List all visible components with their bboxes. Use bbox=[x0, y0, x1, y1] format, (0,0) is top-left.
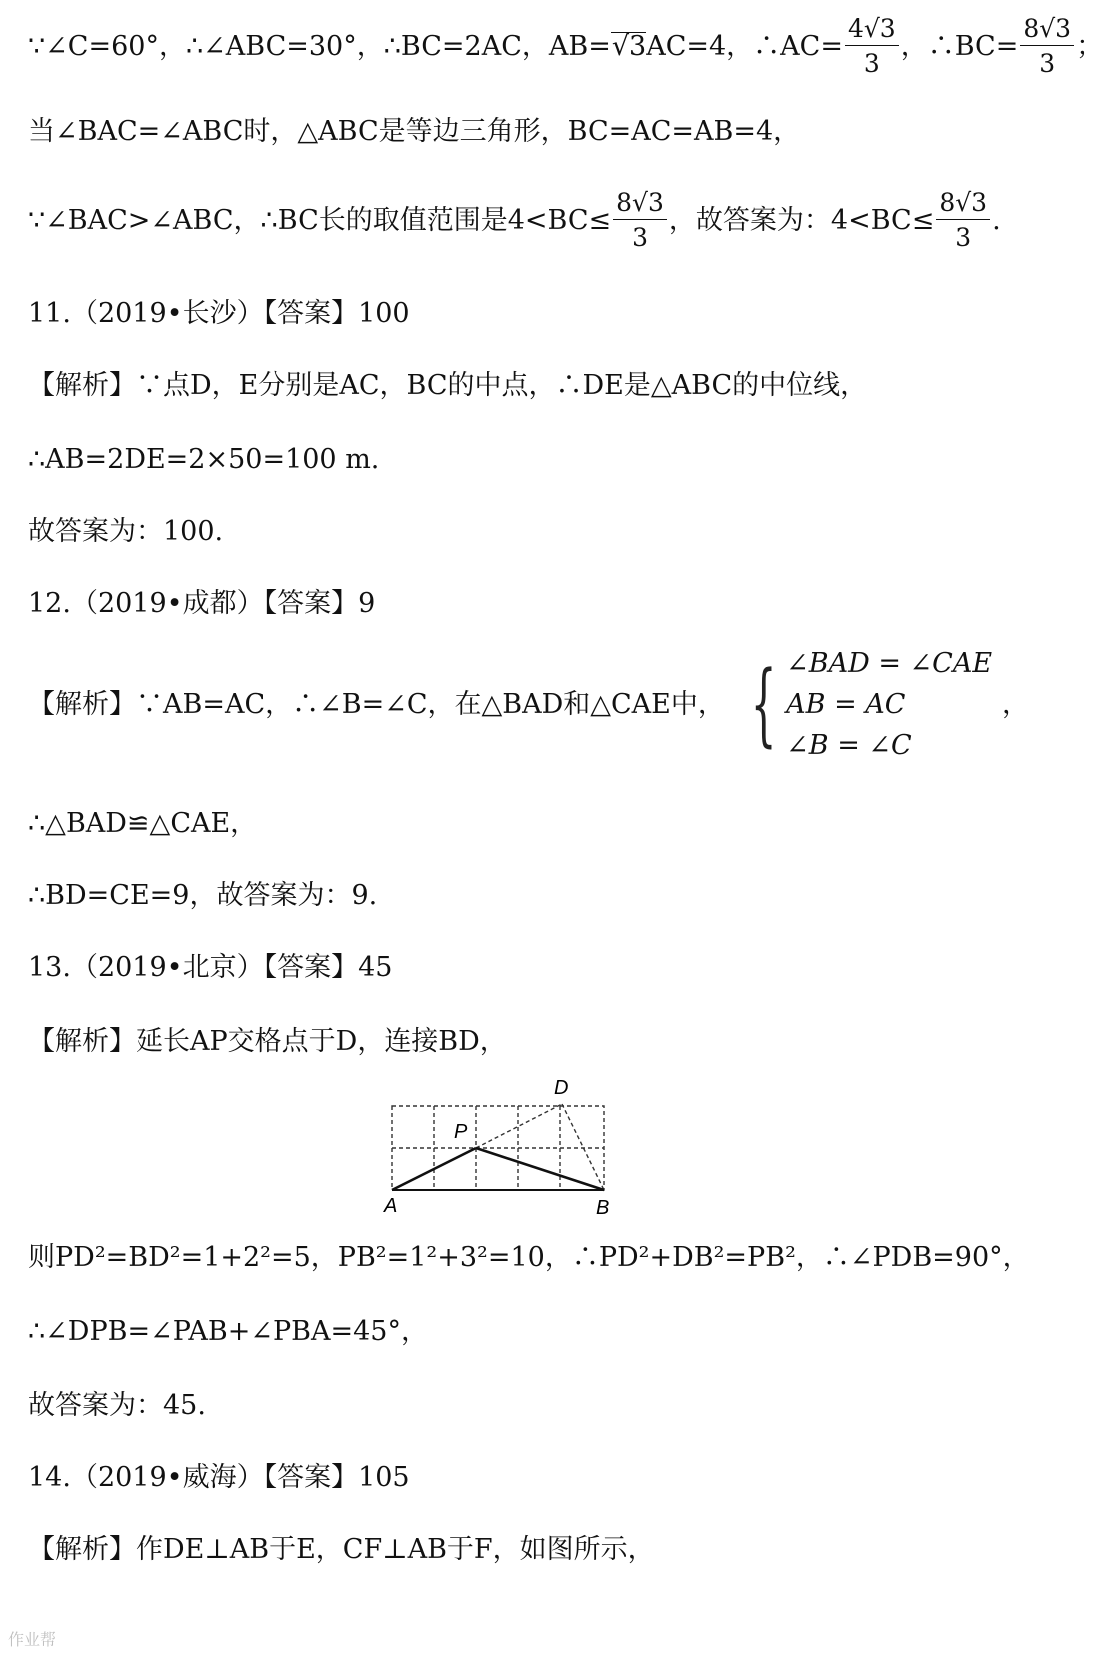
line-18: 【解析】作DE⊥AB于E，CF⊥AB于F，如图所示， bbox=[28, 1534, 655, 1565]
line-2: 当∠BAC=∠ABC时，△ABC是等边三角形，BC=AC=AB=4， bbox=[28, 116, 801, 147]
brace: { bbox=[750, 651, 777, 757]
fraction bbox=[1020, 16, 1074, 76]
text: 【解析】∵AB=AC，∴∠B=∠C，在△BAD和△CAE中， bbox=[28, 689, 725, 720]
grid-figure bbox=[380, 1070, 620, 1220]
label-a: A bbox=[384, 1195, 398, 1217]
segment-pb bbox=[476, 1148, 604, 1190]
line-6: ∴AB=2DE=2×50=100 m. bbox=[28, 444, 380, 475]
text: AC=4，∴AC= bbox=[646, 30, 843, 62]
line-10: ∴△BAD≌△CAE， bbox=[28, 808, 258, 839]
numerator: 8√3 bbox=[1020, 16, 1074, 46]
watermark: 作业帮 bbox=[8, 1630, 57, 1649]
line-17: 14.（2019•威海）【答案】105 bbox=[28, 1462, 410, 1493]
line-7: 故答案为：100. bbox=[28, 516, 224, 547]
line-12: 13.（2019•北京）【答案】45 bbox=[28, 952, 393, 983]
text: . bbox=[992, 204, 1001, 236]
line-15: ∴∠DPB=∠PAB+∠PBA=45°， bbox=[28, 1316, 428, 1347]
system-row: AB = AC bbox=[786, 689, 906, 720]
label-b: B bbox=[596, 1197, 610, 1219]
system-row: ∠BAD = ∠CAE bbox=[786, 648, 993, 679]
label-d: D bbox=[554, 1077, 569, 1099]
numerator: 4√3 bbox=[845, 16, 899, 46]
numerator: 8√3 bbox=[936, 190, 990, 220]
text: ，∴BC= bbox=[900, 30, 1019, 62]
line-5: 【解析】∵点D，E分别是AC，BC的中点，∴DE是△ABC的中位线， bbox=[28, 370, 868, 401]
line-4: 11.（2019•长沙）【答案】100 bbox=[28, 298, 410, 329]
line-1 bbox=[28, 16, 1103, 76]
denominator: 3 bbox=[1039, 49, 1056, 78]
line-8: 12.（2019•成都）【答案】9 bbox=[28, 588, 376, 619]
text: ，故答案为：4<BC≤ bbox=[668, 204, 935, 236]
line-3 bbox=[28, 190, 1001, 250]
denominator: 3 bbox=[955, 223, 972, 252]
text: ； bbox=[1076, 30, 1103, 62]
fraction bbox=[613, 190, 667, 250]
text: ， bbox=[1002, 689, 1030, 720]
label-p: P bbox=[454, 1121, 468, 1143]
line-14: 则PD²=BD²=1+2²=5，PB²=1²+3²=10，∴PD²+DB²=PB²，∴∠PDB=90°， bbox=[28, 1242, 1030, 1273]
denominator: 3 bbox=[863, 49, 880, 78]
fraction bbox=[936, 190, 990, 250]
fraction bbox=[845, 16, 899, 76]
line-13: 【解析】延长AP交格点于D，连接BD， bbox=[28, 1026, 507, 1057]
text: ∵∠C=60°，∴∠ABC=30°，∴BC=2AC，AB= bbox=[28, 30, 611, 62]
numerator: 8√3 bbox=[613, 190, 667, 220]
system-rows bbox=[786, 650, 992, 759]
line-11: ∴BD=CE=9，故答案为：9. bbox=[28, 880, 378, 911]
system-row: ∠B = ∠C bbox=[786, 730, 912, 761]
grid-lines bbox=[392, 1104, 604, 1190]
text: ∵∠BAC>∠ABC，∴BC长的取值范围是4<BC≤ bbox=[28, 204, 612, 236]
line-9 bbox=[28, 650, 1029, 759]
line-16: 故答案为：45. bbox=[28, 1390, 206, 1421]
sqrt-expression: √3 bbox=[611, 31, 647, 62]
denominator: 3 bbox=[632, 223, 648, 252]
equation-system bbox=[735, 650, 992, 759]
